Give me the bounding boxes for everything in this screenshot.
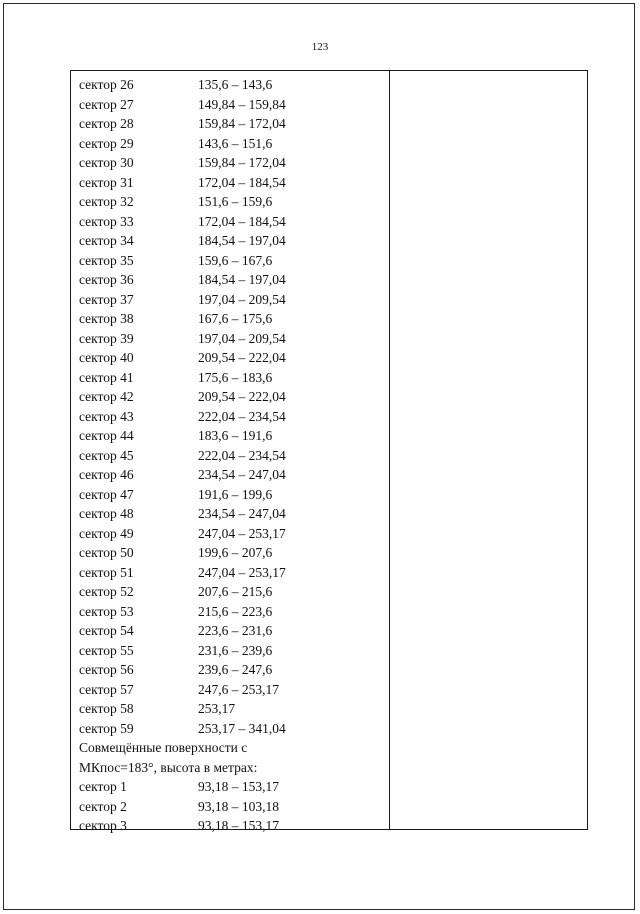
table-row — [71, 153, 389, 173]
height-range: 167,6 – 175,6 — [198, 311, 273, 326]
sector-label: сектор 47 — [79, 486, 134, 502]
sector-list-a — [71, 75, 389, 738]
table-row — [71, 563, 389, 583]
height-range: 231,6 – 239,6 — [198, 642, 273, 658]
table-row — [71, 75, 389, 95]
table-row — [71, 699, 389, 719]
table-row — [71, 387, 389, 407]
sector-label: сектор 28 — [79, 116, 134, 131]
sector-label: сектор 53 — [79, 603, 134, 619]
sector-label: сектор 56 — [79, 662, 134, 677]
sector-label: сектор 35 — [79, 252, 134, 268]
table-row — [71, 173, 389, 193]
sector-label: сектор 36 — [79, 272, 134, 287]
sector-label: сектор 55 — [79, 642, 134, 658]
height-range: 172,04 – 184,54 — [198, 174, 286, 190]
sector-label: сектор 49 — [79, 525, 134, 541]
table-row — [71, 582, 389, 602]
table-row — [71, 465, 389, 485]
table-row — [71, 660, 389, 680]
table-row — [71, 719, 389, 739]
height-range: 159,6 – 167,6 — [198, 252, 273, 268]
sector-label: сектор 45 — [79, 447, 134, 463]
table-row — [71, 309, 389, 329]
height-range: 191,6 – 199,6 — [198, 486, 273, 502]
sector-label: сектор 44 — [79, 428, 134, 443]
height-range: 149,84 – 159,84 — [198, 96, 286, 112]
height-range: 234,54 – 247,04 — [198, 506, 286, 521]
table-row — [71, 797, 389, 817]
height-range: 135,6 – 143,6 — [198, 77, 273, 92]
sector-label: сектор 59 — [79, 720, 134, 736]
table-row — [71, 270, 389, 290]
table-row — [71, 504, 389, 524]
table-row — [71, 680, 389, 700]
height-range: 209,54 – 222,04 — [198, 350, 286, 365]
sector-label: сектор 29 — [79, 135, 134, 151]
height-range: 247,6 – 253,17 — [198, 681, 279, 697]
sector-label: сектор 2 — [79, 798, 127, 814]
height-range: 184,54 – 197,04 — [198, 272, 286, 287]
height-range: 199,6 – 207,6 — [198, 545, 273, 560]
sector-label: сектор 52 — [79, 584, 134, 599]
height-range: 93,18 – 103,18 — [198, 798, 279, 814]
table-row — [71, 95, 389, 115]
sector-label: сектор 41 — [79, 369, 134, 385]
height-range: 172,04 – 184,54 — [198, 213, 286, 229]
table-row — [71, 543, 389, 563]
sector-column — [71, 75, 389, 836]
note-line-1: Совмещённые поверхности с — [79, 740, 248, 755]
height-range: 197,04 – 209,54 — [198, 291, 286, 307]
height-range: 239,6 – 247,6 — [198, 662, 273, 677]
height-range: 253,17 — [198, 701, 236, 716]
table-row — [71, 777, 389, 797]
sector-label: сектор 26 — [79, 77, 134, 92]
height-range: 234,54 – 247,04 — [198, 467, 286, 482]
table-row — [71, 290, 389, 310]
sector-label: сектор 58 — [79, 701, 134, 716]
height-range: 183,6 – 191,6 — [198, 428, 273, 443]
table-row — [71, 212, 389, 232]
sector-label: сектор 57 — [79, 681, 134, 697]
sector-label: сектор 31 — [79, 174, 134, 190]
sector-label: сектор 38 — [79, 311, 134, 326]
page-number: 123 — [311, 41, 329, 53]
table-row — [71, 251, 389, 271]
table-row — [71, 329, 389, 349]
sector-label: сектор 40 — [79, 350, 134, 365]
height-range: 215,6 – 223,6 — [198, 603, 273, 619]
height-range: 159,84 – 172,04 — [198, 155, 286, 170]
height-range: 209,54 – 222,04 — [198, 389, 286, 404]
sector-label: сектор 33 — [79, 213, 134, 229]
sector-label: сектор 39 — [79, 330, 134, 346]
height-range: 197,04 – 209,54 — [198, 330, 286, 346]
height-range: 247,04 – 253,17 — [198, 525, 286, 541]
height-range: 222,04 – 234,54 — [198, 447, 286, 463]
table-row — [71, 602, 389, 622]
height-range: 143,6 – 151,6 — [198, 135, 273, 151]
table-row — [71, 485, 389, 505]
height-range: 93,18 – 153,17 — [198, 818, 279, 833]
height-range: 253,17 – 341,04 — [198, 720, 286, 736]
sector-label: сектор 1 — [79, 779, 127, 794]
note-line-2: МКпос=183°, высота в метрах: — [79, 759, 258, 775]
table-row — [71, 348, 389, 368]
sector-label: сектор 54 — [79, 623, 134, 638]
table-row — [71, 114, 389, 134]
sector-table — [70, 70, 588, 833]
table-row — [71, 192, 389, 212]
sector-label: сектор 34 — [79, 233, 134, 248]
height-range: 151,6 – 159,6 — [198, 194, 273, 209]
height-range: 222,04 – 234,54 — [198, 408, 286, 424]
height-range: 175,6 – 183,6 — [198, 369, 273, 385]
height-range: 247,04 – 253,17 — [198, 564, 286, 580]
table-row — [71, 641, 389, 661]
height-range: 184,54 – 197,04 — [198, 233, 286, 248]
sector-label: сектор 3 — [79, 818, 127, 833]
table-row — [71, 134, 389, 154]
sector-label: сектор 48 — [79, 506, 134, 521]
height-range: 93,18 – 153,17 — [198, 779, 279, 794]
sector-label: сектор 43 — [79, 408, 134, 424]
table-row — [71, 231, 389, 251]
column-divider — [389, 71, 390, 829]
sector-label: сектор 27 — [79, 96, 134, 112]
table-row — [71, 816, 389, 836]
table-row — [71, 426, 389, 446]
height-range: 207,6 – 215,6 — [198, 584, 273, 599]
table-row — [71, 621, 389, 641]
table-row — [71, 524, 389, 544]
table-row — [71, 407, 389, 427]
sector-label: сектор 42 — [79, 389, 134, 404]
table-row — [71, 368, 389, 388]
sector-label: сектор 46 — [79, 467, 134, 482]
sector-label: сектор 50 — [79, 545, 134, 560]
height-range: 223,6 – 231,6 — [198, 623, 273, 638]
sector-list-b — [71, 777, 389, 836]
sector-label: сектор 51 — [79, 564, 134, 580]
height-range: 159,84 – 172,04 — [198, 116, 286, 131]
sector-label: сектор 37 — [79, 291, 134, 307]
sector-label: сектор 32 — [79, 194, 134, 209]
table-row — [71, 446, 389, 466]
sector-label: сектор 30 — [79, 155, 134, 170]
